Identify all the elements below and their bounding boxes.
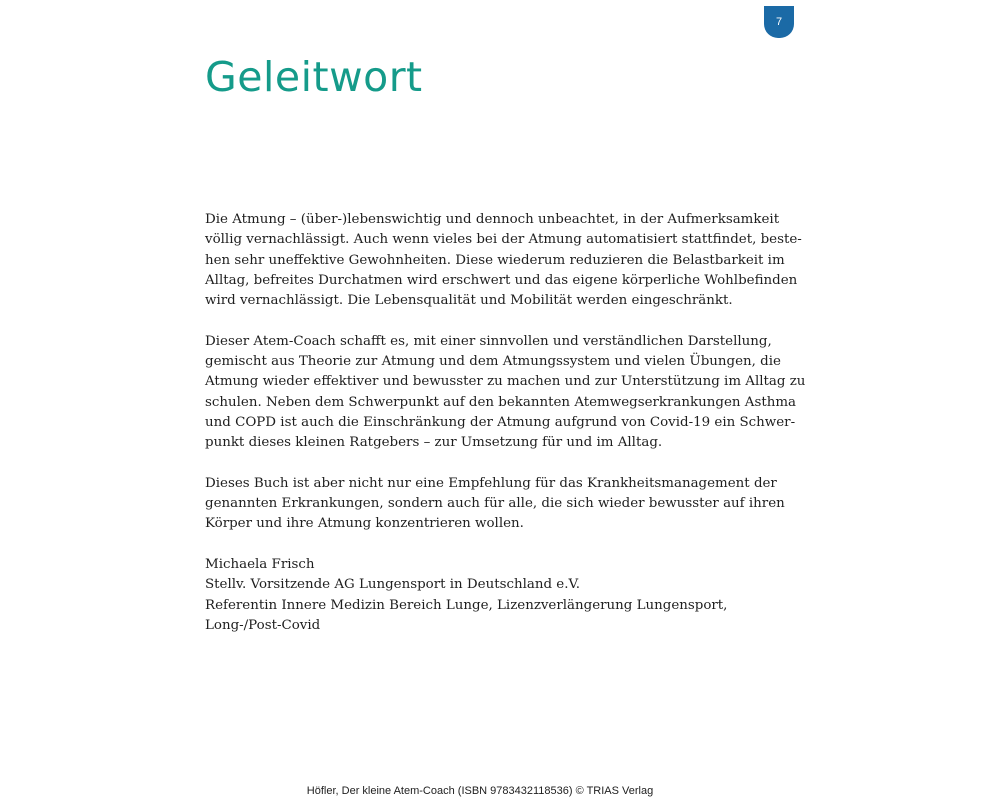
signature-name: Michaela Frisch: [205, 557, 315, 573]
text-line: schulen. Neben dem Schwerpunkt auf den bekannten Atemwegserkrankungen Asthma: [205, 394, 796, 410]
text-line: wird vernachlässigt. Die Lebensqualität und Mobilität werden eingeschränkt.: [205, 293, 733, 309]
paragraph-3: [205, 474, 785, 535]
text-line: Atmung wieder effektiver und bewusster zu machen und zur Unterstützung im Alltag zu: [205, 374, 806, 390]
signature-block: [205, 555, 765, 636]
text-line: völlig vernachlässigt. Auch wenn vieles bei der Atmung automatisiert stattfindet, beste-: [205, 232, 802, 248]
page-number-badge: [764, 6, 794, 38]
signature-role: Stellv. Vorsitzende AG Lungensport in Deutschland e.V.: [205, 577, 581, 593]
text-line: gemischt aus Theorie zur Atmung und dem Atmungssystem und vielen Übungen, die: [205, 354, 781, 370]
text-line: Dieses Buch ist aber nicht nur eine Empfehlung für das Krankheitsmanagement der: [205, 475, 777, 491]
signature-role: Referentin Innere Medizin Bereich Lunge, Lizenzverlängerung Lungensport,: [205, 597, 728, 613]
text-line: Dieser Atem-Coach schafft es, mit einer sinnvollen und verständlichen Darstellung,: [205, 333, 772, 349]
text-line: und COPD ist auch die Einschränkung der Atmung aufgrund von Covid-19 ein Schwer-: [205, 414, 796, 430]
signature-role: Long-/Post-Covid: [205, 617, 321, 633]
paragraph-1: [205, 210, 802, 311]
text-line: Körper und ihre Atmung konzentrieren wollen.: [205, 516, 524, 532]
body-text: [205, 210, 806, 657]
page-title: Geleitwort: [205, 53, 423, 101]
paragraph-2: [205, 332, 806, 454]
text-line: Die Atmung – (über-)lebenswichtig und dennoch unbeachtet, in der Aufmerksamkeit: [205, 212, 780, 227]
text-line: Alltag, befreites Durchatmen wird erschwert und das eigene körperliche Wohlbefinden: [205, 272, 798, 288]
footer-citation: Höfler, Der kleine Atem-Coach (ISBN 9783432118536) © TRIAS Verlag: [306, 785, 654, 797]
page-number: 7: [775, 16, 783, 28]
text-line: genannten Erkrankungen, sondern auch für alle, die sich wieder bewusster auf ihren: [205, 496, 785, 512]
text-line: hen sehr uneffektive Gewohnheiten. Diese wiederum reduzieren die Belastbarkeit im: [205, 252, 785, 268]
text-line: punkt dieses kleinen Ratgebers – zur Umsetzung für und im Alltag.: [205, 435, 663, 451]
